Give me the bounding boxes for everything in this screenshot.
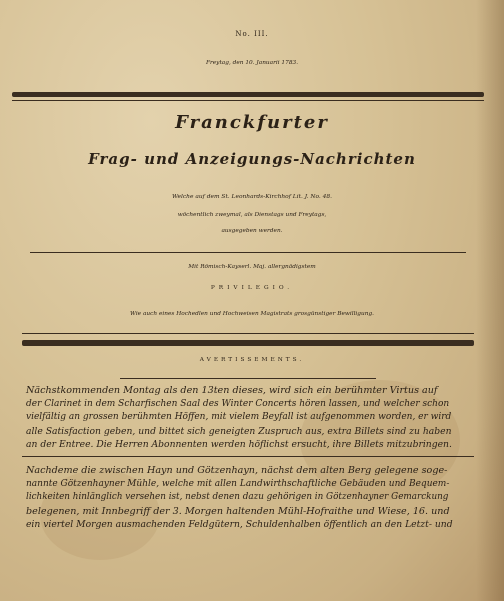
section-rule-thick (22, 340, 474, 346)
section-heading-rule (120, 378, 376, 379)
masthead-subtitle-line1: Welche auf dem St. Leonhards-Kirchhof Lit. J. No. 48. (171, 194, 333, 200)
paragraph-line: belegenen, mit Innbegriff der 3. Morgen haltenden Mühl-Hofraithe und Wiese, 16. und (26, 505, 450, 517)
paragraph-line: nannte Götzenhayner Mühle, welche mit allen Landwirthschaftliche Gebäuden und Bequem- (26, 478, 450, 489)
page-edge-shadow (476, 0, 504, 601)
paragraph-line: an der Entree. Die Herren Abonnenten werden höflichst ersucht, ihre Billets mitzubringen. (26, 439, 452, 451)
issue-date: Freytag, den 10. Januarii 1783. (205, 60, 299, 66)
paragraph-line: der Clarinet in dem Scharfischen Saal des Winter Concerts hören lassen, und welcher schon (26, 398, 450, 409)
paragraph-line: Nächstkommenden Montag als den 13ten dieses, wird sich ein berühmter Virtus auf (26, 385, 438, 396)
privilege-rule-top (30, 252, 466, 253)
masthead-title-line2: Frag- und Anzeigungs-Nachrichten (88, 150, 416, 168)
paragraph-line: lichkeiten hinlänglich versehen ist, nebst denen dazu gehörigen in Götzenhayner Gemarckung (26, 492, 449, 503)
paragraph-divider (22, 456, 474, 457)
masthead-title-line1: Franckfurter (175, 112, 329, 133)
section-heading: AVERTISSEMENTS. (199, 357, 305, 363)
advertisement-paragraph-1 (26, 384, 456, 452)
privilege-line3: Wie auch eines Hochedlen und Hochweisen Magistrats grosgünstiger Bewilligung. (129, 311, 375, 317)
header-rule-thin (12, 100, 484, 101)
header-rule-thick (12, 92, 484, 97)
advertisement-paragraph-2 (26, 464, 456, 532)
paragraph-line: ein viertel Morgen ausmachenden Feldgütern, Schuldenhalben öffentlich an den Letzt- und (26, 519, 453, 531)
paragraph-line: vielfältig an grossen berühmten Höffen, mit vielem Beyfall ist aufgenommen worden, er wird (26, 412, 452, 423)
privilege-line1: Mit Römisch-Kayserl. Maj. allergnädigstem (188, 264, 316, 270)
masthead-subtitle-line3: ausgegeben werden. (221, 228, 283, 234)
paragraph-line: Nachdeme die zwischen Hayn und Götzenhayn, nächst dem alten Berg gelegene soge- (26, 465, 448, 476)
paragraph-line: alle Satisfaction geben, und bittet sich geneigten Zuspruch aus, extra Billets sind zu haben (26, 425, 452, 437)
issue-number: No. III. (235, 30, 269, 38)
masthead-subtitle-line2: wöchentlich zweymal, als Dienstags und Freytags, (177, 212, 327, 218)
privilege-line2: PRIVILEGIO. (210, 285, 294, 291)
section-rule-thin (22, 333, 474, 334)
